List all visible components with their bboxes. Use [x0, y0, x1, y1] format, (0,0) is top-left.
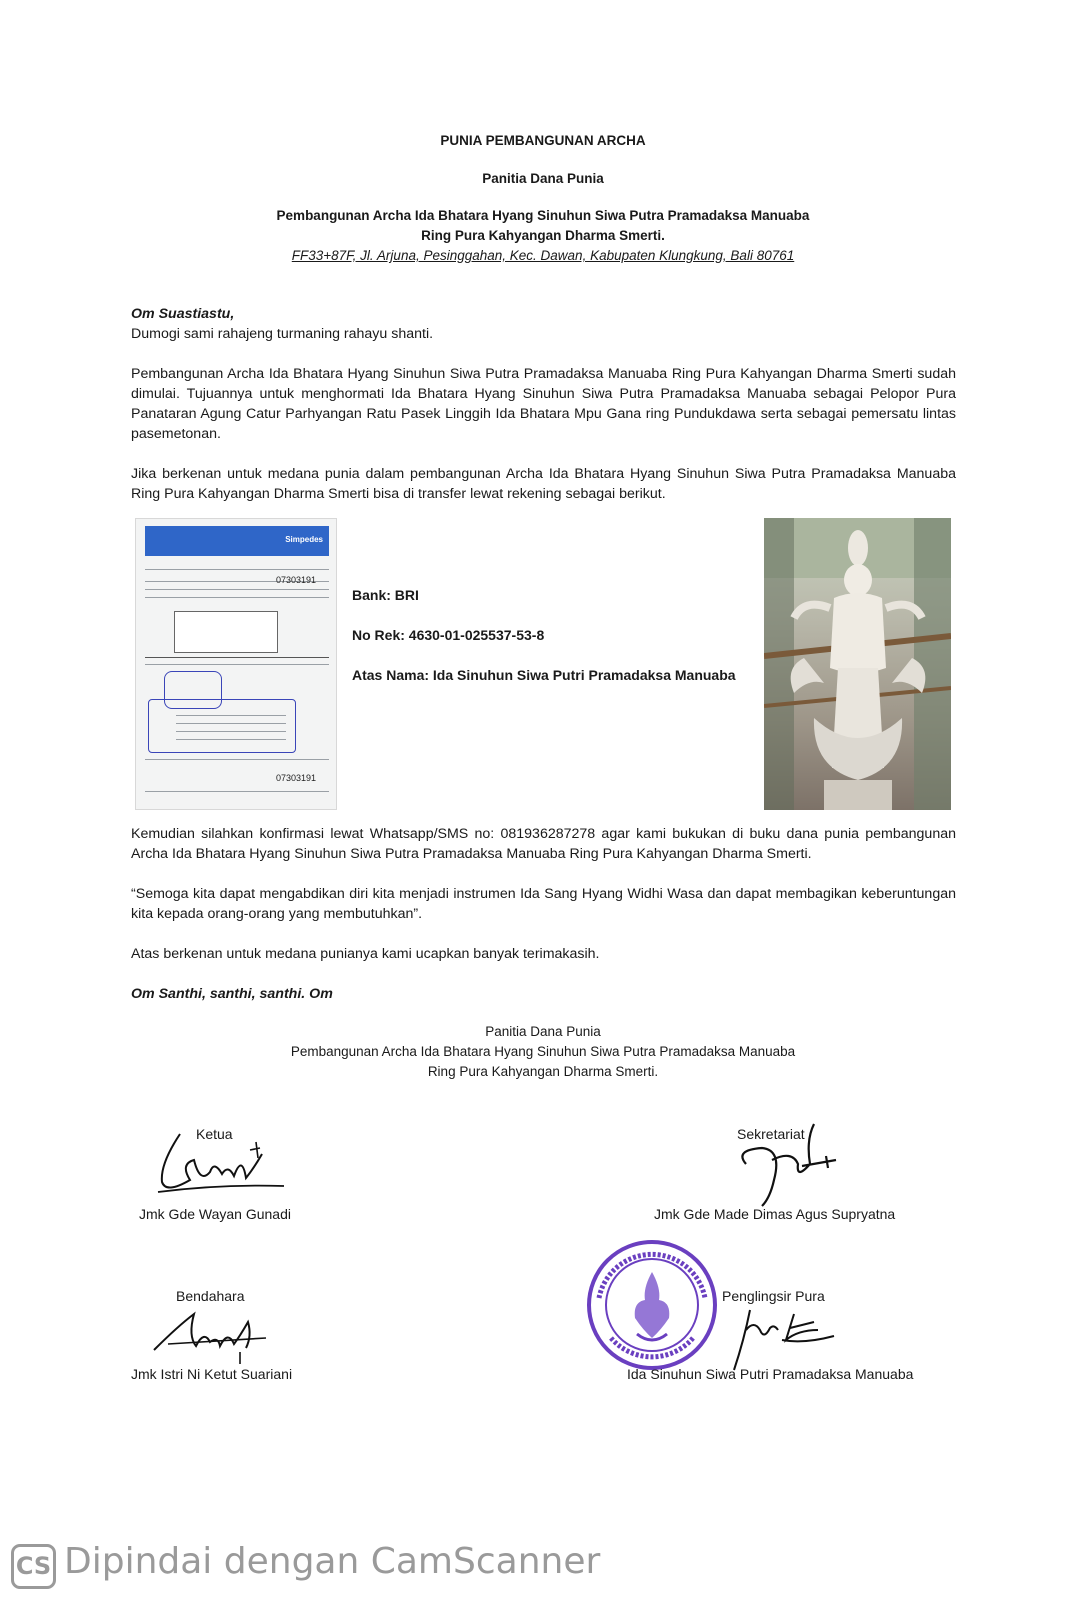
statue-photo	[764, 518, 951, 810]
document-title: PUNIA PEMBANGUNAN ARCHA	[440, 133, 646, 148]
camscanner-watermark: Dipindai dengan CamScanner	[64, 1541, 601, 1582]
passbook-rule	[145, 791, 329, 792]
passbook-rule	[145, 569, 329, 570]
closing-salutation: Om Santhi, santhi, santhi. Om	[131, 986, 333, 1002]
quote-paragraph: “Semoga kita dapat mengabdikan diri kita menjadi instrumen Ida Sang Hyang Widhi Wasa dan dapat membagikan keberuntungan kita kepada orang-orang yang membutuhkan”.	[131, 886, 956, 922]
passbook-number-top: 07303191	[276, 575, 317, 585]
ketua-name: Jmk Gde Wayan Gunadi	[139, 1206, 291, 1222]
project-title-line2: Ring Pura Kahyangan Dharma Smerti.	[421, 228, 665, 243]
bendahara-name: Jmk Istri Ni Ketut Suariani	[131, 1366, 293, 1382]
statue-illustration	[764, 518, 951, 810]
passbook-header	[145, 526, 329, 556]
temple-stamp	[585, 1238, 719, 1372]
passbook-number-bottom: 07303191	[276, 773, 317, 783]
thanks-paragraph: Atas berkenan untuk medana punianya kami ucapkan banyak terimakasih.	[131, 946, 600, 962]
committee-footer-line2: Pembangunan Archa Ida Bhatara Hyang Sinuhun Siwa Putra Pramadaksa Manuaba	[290, 1044, 796, 1059]
passbook-brand: Simpedes	[285, 535, 323, 544]
passbook-photo-box	[174, 611, 278, 653]
bank-name: Bank: BRI	[352, 587, 419, 603]
sekretariat-signature	[732, 1120, 842, 1210]
committee-heading: Panitia Dana Punia	[482, 171, 604, 186]
bendahara-role: Bendahara	[176, 1288, 245, 1304]
penglingsir-role: Penglingsir Pura	[722, 1288, 825, 1304]
penglingsir-name: Ida Sinuhun Siwa Putri Pramadaksa Manuaba	[627, 1366, 914, 1382]
passbook-stamp-frame	[148, 699, 296, 753]
passbook-fold	[145, 657, 329, 658]
bank-account-holder: Atas Nama: Ida Sinuhun Siwa Putri Pramadaksa Manuaba	[352, 667, 736, 683]
passbook-rule	[176, 715, 286, 716]
passbook-rule	[145, 589, 329, 590]
passbook-rule	[145, 597, 329, 598]
transfer-paragraph: Jika berkenan untuk medana punia dalam pembangunan Archa Ida Bhatara Hyang Sinuhun Siwa Putra Pramadaksa Manuaba Ring Pura Kahyangan Dharma Smerti bisa di transfer lewat rekening sebagai berikut.	[131, 466, 956, 502]
confirmation-paragraph: Kemudian silahkan konfirmasi lewat Whatsapp/SMS no: 081936287278 agar kami bukukan di buku dana punia pembangunan Archa Ida Bhatara Hyang Sinuhun Siwa Putra Pramadaksa Manuaba Ring Pura Kahyangan Dharma Smerti.	[131, 826, 956, 862]
passbook-rule	[176, 723, 286, 724]
intro-paragraph: Pembangunan Archa Ida Bhatara Hyang Sinuhun Siwa Putra Pramadaksa Manuaba Ring Pura Kahyangan Dharma Smerti sudah dimulai. Tujuannya untuk menghormati Ida Bhatara Hyang Sinuhun Siwa Putra Pramadaksa Manuaba sebagai Pelopor Pura Panataran Agung Catur Parhyangan Ratu Pasek Linggih Ida Bhatara Mpu Gana ring Pundukdawa serta sebagai pemersatu lintas pasemetonan.	[131, 366, 956, 442]
project-title-line1: Pembangunan Archa Ida Bhatara Hyang Sinuhun Siwa Putra Pramadaksa Manuaba	[276, 208, 810, 223]
temple-address: FF33+87F, Jl. Arjuna, Pesinggahan, Kec. Dawan, Kabupaten Klungkung, Bali 80761	[291, 248, 795, 263]
committee-footer-line1: Panitia Dana Punia	[485, 1024, 601, 1039]
ketua-signature	[150, 1124, 290, 1204]
sekretariat-role: Sekretariat	[737, 1126, 805, 1142]
greeting-line: Dumogi sami rahajeng turmaning rahayu shanti.	[131, 326, 434, 342]
passbook-rule	[145, 664, 329, 665]
committee-footer-line3: Ring Pura Kahyangan Dharma Smerti.	[427, 1064, 659, 1079]
ketua-role: Ketua	[196, 1126, 233, 1142]
sekretariat-name: Jmk Gde Made Dimas Agus Supryatna	[654, 1206, 896, 1222]
camscanner-logo: CS	[11, 1544, 56, 1589]
greeting-opening: Om Suastiastu,	[131, 306, 235, 322]
bank-account-number: No Rek: 4630-01-025537-53-8	[352, 627, 545, 643]
passbook-rule	[145, 759, 329, 760]
passbook-rule	[176, 731, 286, 732]
bank-passbook-image	[135, 518, 337, 810]
bendahara-signature	[148, 1306, 278, 1366]
passbook-rule	[176, 739, 286, 740]
